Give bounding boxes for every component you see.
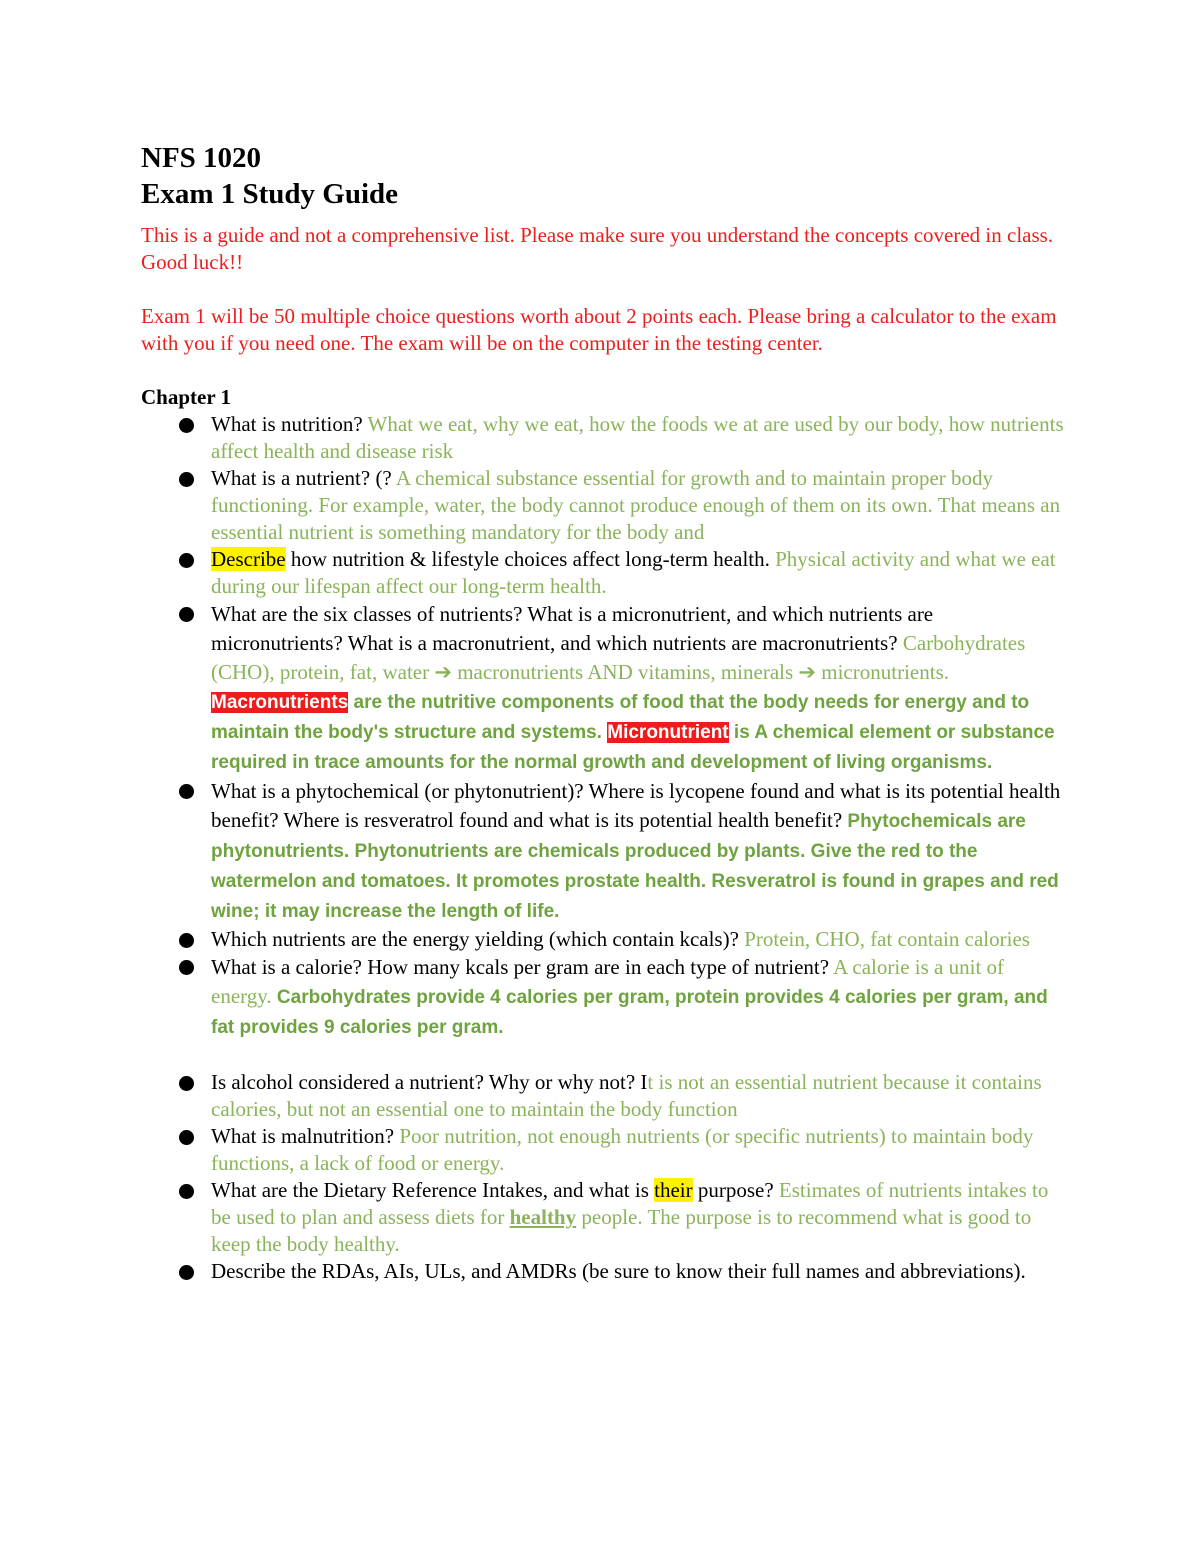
answer-bold-text: Carbohydrates provide 4 calories per gram, protein provides 4 calories per gram, and fat provides 9 calories per gram. bbox=[211, 987, 1048, 1038]
list-item bbox=[141, 1069, 1066, 1123]
list-item bbox=[141, 1258, 1066, 1285]
answer-text: Estimates of nutrients intakes to be used to plan and assess diets for bbox=[211, 1178, 1049, 1229]
list-item bbox=[141, 465, 1066, 546]
bullet-icon bbox=[179, 784, 194, 799]
intro-exam-info: Exam 1 will be 50 multiple choice questions worth about 2 points each. Please bring a calculator to the exam with you if you need one. The exam will be on the computer in the testing center. bbox=[141, 304, 1057, 355]
list-item bbox=[141, 1177, 1066, 1258]
highlighted-word: their bbox=[654, 1178, 693, 1202]
answer-text: macronutrients AND vitamins, minerals bbox=[451, 660, 799, 684]
answer-text: micronutrients. bbox=[816, 660, 949, 684]
question-text: Which nutrients are the energy yielding (which contain kcals)? bbox=[211, 927, 745, 951]
answer-text: What we eat, why we eat, how the foods we at are used by our body, how nutrients affect health and disease risk bbox=[211, 412, 1064, 463]
bullet-icon bbox=[179, 472, 194, 487]
answer-text: Physical activity and what we eat during our lifespan affect our long-term health. bbox=[211, 547, 1056, 598]
list-item bbox=[141, 777, 1066, 926]
bullet-icon bbox=[179, 1184, 194, 1199]
answer-text: A calorie is a unit of energy. bbox=[211, 955, 1005, 1008]
question-text: What are the Dietary Reference Intakes, and what is bbox=[211, 1178, 655, 1202]
highlighted-word: Describe bbox=[211, 547, 286, 571]
chapter-heading: Chapter 1 bbox=[141, 385, 232, 409]
question-text: What is malnutrition? bbox=[211, 1124, 400, 1148]
answer-text: people. The purpose is to recommend what is good to keep the body healthy. bbox=[211, 1205, 1032, 1256]
question-text: What is nutrition? bbox=[211, 412, 368, 436]
question-text: What is a calorie? How many kcals per gram are in each type of nutrient? bbox=[211, 955, 834, 979]
answer-bold-text: Phytochemicals are phytonutrients. Phytonutrients are chemicals produced by plants. Give the red to the watermelon and tomatoes. It promotes prostate health. Resveratrol is found in grapes and red wine; it may increase the length of life. bbox=[211, 811, 1059, 922]
question-text: Is alcohol considered a nutrient? Why or why not? I bbox=[211, 1070, 648, 1094]
bullet-icon bbox=[179, 553, 194, 568]
list-item bbox=[141, 546, 1066, 600]
bullet-icon bbox=[179, 607, 194, 622]
list-item bbox=[141, 1123, 1066, 1177]
list-item bbox=[141, 926, 1066, 953]
intro-disclaimer: This is a guide and not a comprehensive list. Please make sure you understand the concepts covered in class. Good luck!! bbox=[141, 223, 1054, 274]
answer-text: A chemical substance essential for growth and to maintain proper body functioning. For example, water, the body cannot produce enough of them on its own. That means an essential nutrient is something mandatory for the body and bbox=[211, 466, 1061, 544]
question-text: What is a phytochemical (or phytonutrient)? Where is lycopene found and what is its potential health benefit? Where is resveratrol found and what is its potential health benefit? bbox=[211, 779, 1061, 832]
question-list bbox=[141, 411, 1066, 1285]
course-code: NFS 1020 bbox=[141, 142, 262, 174]
answer-text: t is not an essential nutrient because it contains calories, but not an essential one to maintain the body function bbox=[211, 1070, 1042, 1121]
study-guide-page bbox=[141, 140, 1066, 1285]
answer-bold-text: is A chemical element or substance required in trace amounts for the normal growth and development of living organisms. bbox=[211, 722, 1055, 773]
bullet-icon bbox=[179, 933, 194, 948]
question-text: What is a nutrient? (? bbox=[211, 466, 396, 490]
list-item bbox=[141, 411, 1066, 465]
answer-bold-text: are the nutritive components of food that the body needs for energy and to maintain the body's structure and systems. bbox=[211, 692, 1030, 743]
list-item bbox=[141, 600, 1066, 777]
answer-text: Carbohydrates (CHO), protein, fat, water bbox=[211, 631, 1026, 684]
bullet-icon bbox=[179, 418, 194, 433]
list-item bbox=[141, 953, 1066, 1042]
bullet-icon bbox=[179, 1265, 194, 1280]
arrow-icon: ➔ bbox=[434, 660, 452, 684]
question-text: how nutrition & lifestyle choices affect long-term health. bbox=[285, 547, 776, 571]
page-title: Exam 1 Study Guide bbox=[141, 178, 399, 210]
question-text: Describe the RDAs, AIs, ULs, and AMDRs (be sure to know their full names and abbreviations). bbox=[211, 1259, 1026, 1283]
underlined-word: healthy bbox=[509, 1205, 577, 1229]
question-text: purpose? bbox=[692, 1178, 779, 1202]
highlighted-term: Macronutrients bbox=[211, 692, 349, 713]
answer-text: Poor nutrition, not enough nutrients (or specific nutrients) to maintain body functions, a lack of food or energy. bbox=[211, 1124, 1034, 1175]
bullet-icon bbox=[179, 960, 194, 975]
bullet-icon bbox=[179, 1076, 194, 1091]
question-text: What are the six classes of nutrients? What is a micronutrient, and which nutrients are micronutrients? What is a macronutrient, and which nutrients are macronutrients? bbox=[211, 602, 934, 655]
arrow-icon: ➔ bbox=[798, 660, 817, 684]
answer-text: Protein, CHO, fat contain calories bbox=[744, 927, 1030, 951]
highlighted-term: Micronutrient bbox=[607, 722, 729, 743]
bullet-icon bbox=[179, 1130, 194, 1145]
